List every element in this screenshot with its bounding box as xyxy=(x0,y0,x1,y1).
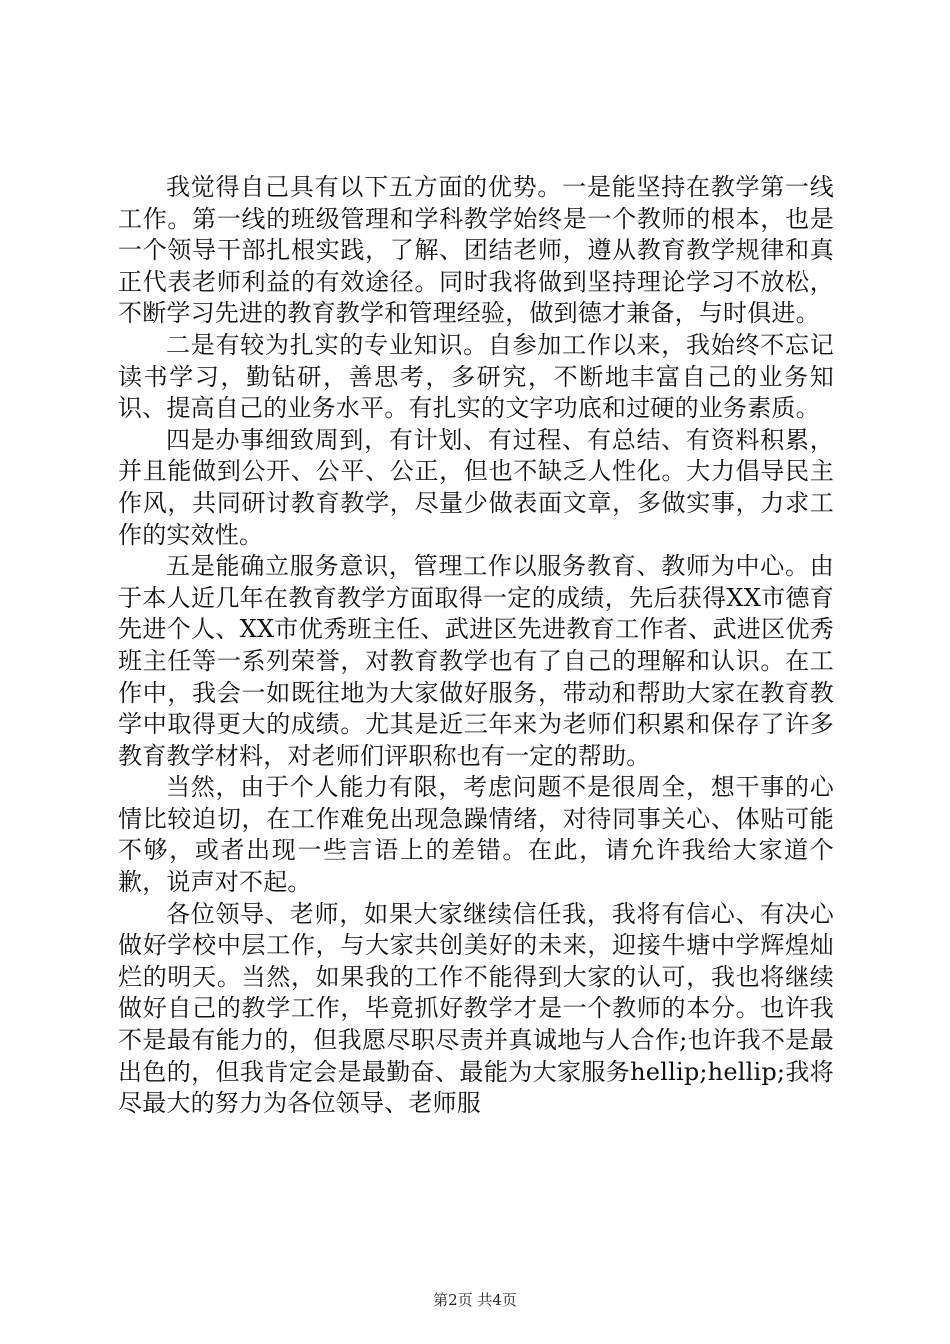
page-number-footer: 第2页 共4页 xyxy=(433,1291,517,1309)
paragraph-professional-knowledge: 二是有较为扎实的专业知识。自参加工作以来，我始终不忘记读书学习，勤钻研，善思考，多研究，不断地丰富自己的业务知识、提高自己的业务水平。有扎实的文字功底和过硬的业务素质。 xyxy=(118,330,834,423)
paragraph-work-style: 四是办事细致周到，有计划、有过程、有总结、有资料积累，并且能做到公开、公平、公正，但也不缺乏人性化。大力倡导民主作风，共同研讨教育教学，尽量少做表面文章，多做实事，力求工作的实效性。 xyxy=(118,425,834,549)
paragraph-advantages-intro: 我觉得自己具有以下五方面的优势。一是能坚持在教学第一线工作。第一线的班级管理和学科教学始终是一个教师的根本，也是一个领导干部扎根实践，了解、团结老师，遵从教育教学规律和真正代表老师利益的有效途径。同时我将做到坚持理论学习不放松，不断学习先进的教育教学和管理经验，做到德才兼备，与时俱进。 xyxy=(118,173,834,328)
body-text xyxy=(118,172,834,1120)
paragraph-service-awareness: 五是能确立服务意识，管理工作以服务教育、教师为中心。由于本人近几年在教育教学方面取得一定的成绩，先后获得XX市德育先进个人、XX市优秀班主任、武进区先进教育工作者、武进区优秀班主任等一系列荣誉，对教育教学也有了自己的理解和认识。在工作中，我会一如既往地为大家做好服务，带动和帮助大家在教育教学中取得更大的成绩。尤其是近三年来为老师们积累和保存了许多教育教学材料，对老师们评职称也有一定的帮助。 xyxy=(118,552,834,770)
paragraph-shortcomings: 当然，由于个人能力有限，考虑问题不是很周全，想干事的心情比较迫切，在工作难免出现急躁情绪，对待同事关心、体贴可能不够，或者出现一些言语上的差错。在此，请允许我给大家道个歉，说声对不起。 xyxy=(118,773,834,897)
paragraph-closing: 各位领导、老师，如果大家继续信任我，我将有信心、有决心做好学校中层工作，与大家共创美好的未来，迎接牛塘中学辉煌灿烂的明天。当然，如果我的工作不能得到大家的认可，我也将继续做好自己的教学工作，毕竟抓好教学才是一个教师的本分。也许我不是最有能力的，但我愿尽职尽责并真诚地与人合作;也许我不是最出色的，但我肯定会是最勤奋、最能为大家服务hellip;hellip;我将尽最大的努力为各位领导、老师服 xyxy=(118,899,834,1118)
